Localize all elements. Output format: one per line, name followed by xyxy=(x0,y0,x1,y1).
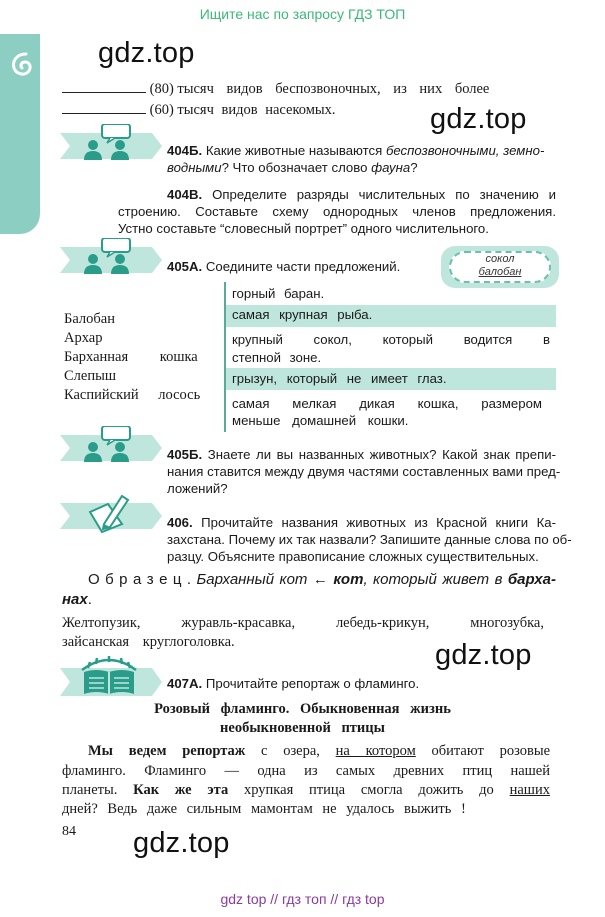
task-404v xyxy=(167,186,556,203)
task-text: строению. Составьте схему однородных членов предложения. xyxy=(118,204,556,219)
task-text-italic: беспозвоночными, земно- xyxy=(385,143,545,158)
intro-text: тысяч видов насекомых. xyxy=(177,102,336,118)
watermark: gdz.top xyxy=(133,827,230,859)
swirl-icon xyxy=(6,48,46,88)
sample-bold: бархa- xyxy=(507,571,556,588)
task-number: 405А. xyxy=(167,259,203,274)
intro-number: (60) xyxy=(149,102,174,118)
task-number: 404Б. xyxy=(167,143,203,158)
sentence-part: степной зоне. xyxy=(232,350,322,365)
sample-text: . xyxy=(87,591,92,608)
task-text: нания ставится между двумя частями составленных вами пред- xyxy=(167,464,561,479)
watermark: gdz.top xyxy=(435,639,532,671)
task-text: Устно составьте “словесный портрет” одного числительного. xyxy=(118,221,489,236)
animal-name: Архар xyxy=(64,330,103,346)
task-number: 405Б. xyxy=(167,447,203,462)
note-text: балобан xyxy=(478,266,522,278)
task-number: 404В. xyxy=(167,187,203,202)
sentence-part: меньше домашней кошки. xyxy=(232,413,409,428)
words-line: Желтопузик, журавль-красавка, лебедь-крикун, многозубка, xyxy=(62,615,544,631)
task-number: 407А. xyxy=(167,676,203,691)
task-text: Какие животные называются xyxy=(205,143,386,158)
writing-icon xyxy=(60,494,164,534)
sentence-part: горный баран. xyxy=(232,286,325,301)
article-text: планеты. xyxy=(62,782,134,798)
task-text: разцу. Объясните правописание сложных существительных. xyxy=(167,549,539,564)
note-text: сокол xyxy=(485,253,515,265)
task-text: ? xyxy=(410,160,418,175)
article-bold: Как же эта xyxy=(133,782,229,798)
article-title: Розовый фламинго. Обыкновенная жизнь xyxy=(154,701,451,717)
sentence-part: самая крупная рыба. xyxy=(226,305,556,327)
task-text: ? Что обозначает слово xyxy=(221,160,372,175)
animal-name: Каспийский лосось xyxy=(64,387,201,403)
task-text: Определите разряды числительных по значению и xyxy=(212,187,556,202)
sample-text: , который живет в xyxy=(363,571,508,588)
note-badge xyxy=(441,246,559,288)
sample-bold: кот xyxy=(333,571,364,588)
task-text: захстана. Почему их так назвали? Запишите данные слова по об- xyxy=(167,532,572,547)
task-405a xyxy=(167,258,400,275)
task-407a xyxy=(167,675,419,692)
sample-label: О б р а з е ц . xyxy=(88,571,192,588)
task-404b-line2 xyxy=(167,159,418,176)
side-tab xyxy=(0,34,40,234)
discussion-icon xyxy=(60,238,164,278)
sample-line2 xyxy=(62,591,92,608)
article-underlined: наших xyxy=(509,782,550,798)
article-title: необыкновенной птицы xyxy=(220,720,385,736)
animal-name: Балобан xyxy=(64,311,115,327)
sentence-part: самая мелкая дикая кошка, размером xyxy=(232,396,542,411)
sample-text: Барханный кот xyxy=(196,571,308,588)
watermark: gdz.top xyxy=(430,103,527,135)
intro-line xyxy=(62,81,489,98)
animal-name: Слепыш xyxy=(64,368,117,384)
task-text: Знаете ли вы названных животных? Какой знак препи- xyxy=(207,447,556,462)
reading-icon xyxy=(60,656,164,698)
article-underlined: на котором xyxy=(335,743,416,759)
article-bold: Мы ведем репортаж xyxy=(88,743,246,759)
task-number: 406. xyxy=(167,515,193,530)
article-text: хрупкая птица смогла дожить до xyxy=(228,782,510,798)
task-text-italic: водными xyxy=(167,160,222,175)
intro-line xyxy=(62,102,336,119)
article-text: с озера, xyxy=(245,743,336,759)
intro-text: тысяч видов беспозвоночных, из них более xyxy=(177,81,490,97)
bottom-banner[interactable]: gdz top // гдз топ // гдз top xyxy=(220,891,385,907)
article-text: дней? Ведь даже сильным мамонтам не удалось выжить ! xyxy=(62,801,466,817)
task-text-italic: фауна xyxy=(371,160,411,175)
article-text: фламинго. Фламинго — одна из самых древних птиц нашей xyxy=(62,763,550,779)
page-number: 84 xyxy=(62,824,76,839)
task-text: Соедините части предложений. xyxy=(205,259,401,274)
sample-bold: нах xyxy=(62,591,88,608)
words-line: зайсанская круглоголовка. xyxy=(62,634,235,650)
task-text: ложений? xyxy=(167,481,228,496)
sentence-part: грызун, который не имеет глаз. xyxy=(226,368,556,390)
discussion-icon xyxy=(60,124,164,164)
sample-line1 xyxy=(88,571,556,588)
watermark: gdz.top xyxy=(98,37,195,69)
top-banner[interactable]: Ищите нас по запросу ГДЗ ТОП xyxy=(199,6,406,22)
discussion-icon xyxy=(60,426,164,466)
task-405b-line1 xyxy=(167,446,556,463)
task-406-line1 xyxy=(167,514,556,531)
article-paragraph xyxy=(62,782,550,799)
arrow-icon: ← xyxy=(312,571,328,588)
sentence-part: крупный сокол, который водится в xyxy=(232,332,550,347)
task-text: Прочитайте репортаж о фламинго. xyxy=(205,676,420,691)
intro-number: (80) xyxy=(149,81,174,97)
article-text: обитают розовые xyxy=(415,743,551,759)
animal-name: Барханная кошка xyxy=(64,349,198,365)
article-paragraph xyxy=(88,743,550,760)
task-text: Прочитайте названия животных из Красной книги Ка- xyxy=(201,515,556,530)
task-404b-line1 xyxy=(167,142,556,159)
